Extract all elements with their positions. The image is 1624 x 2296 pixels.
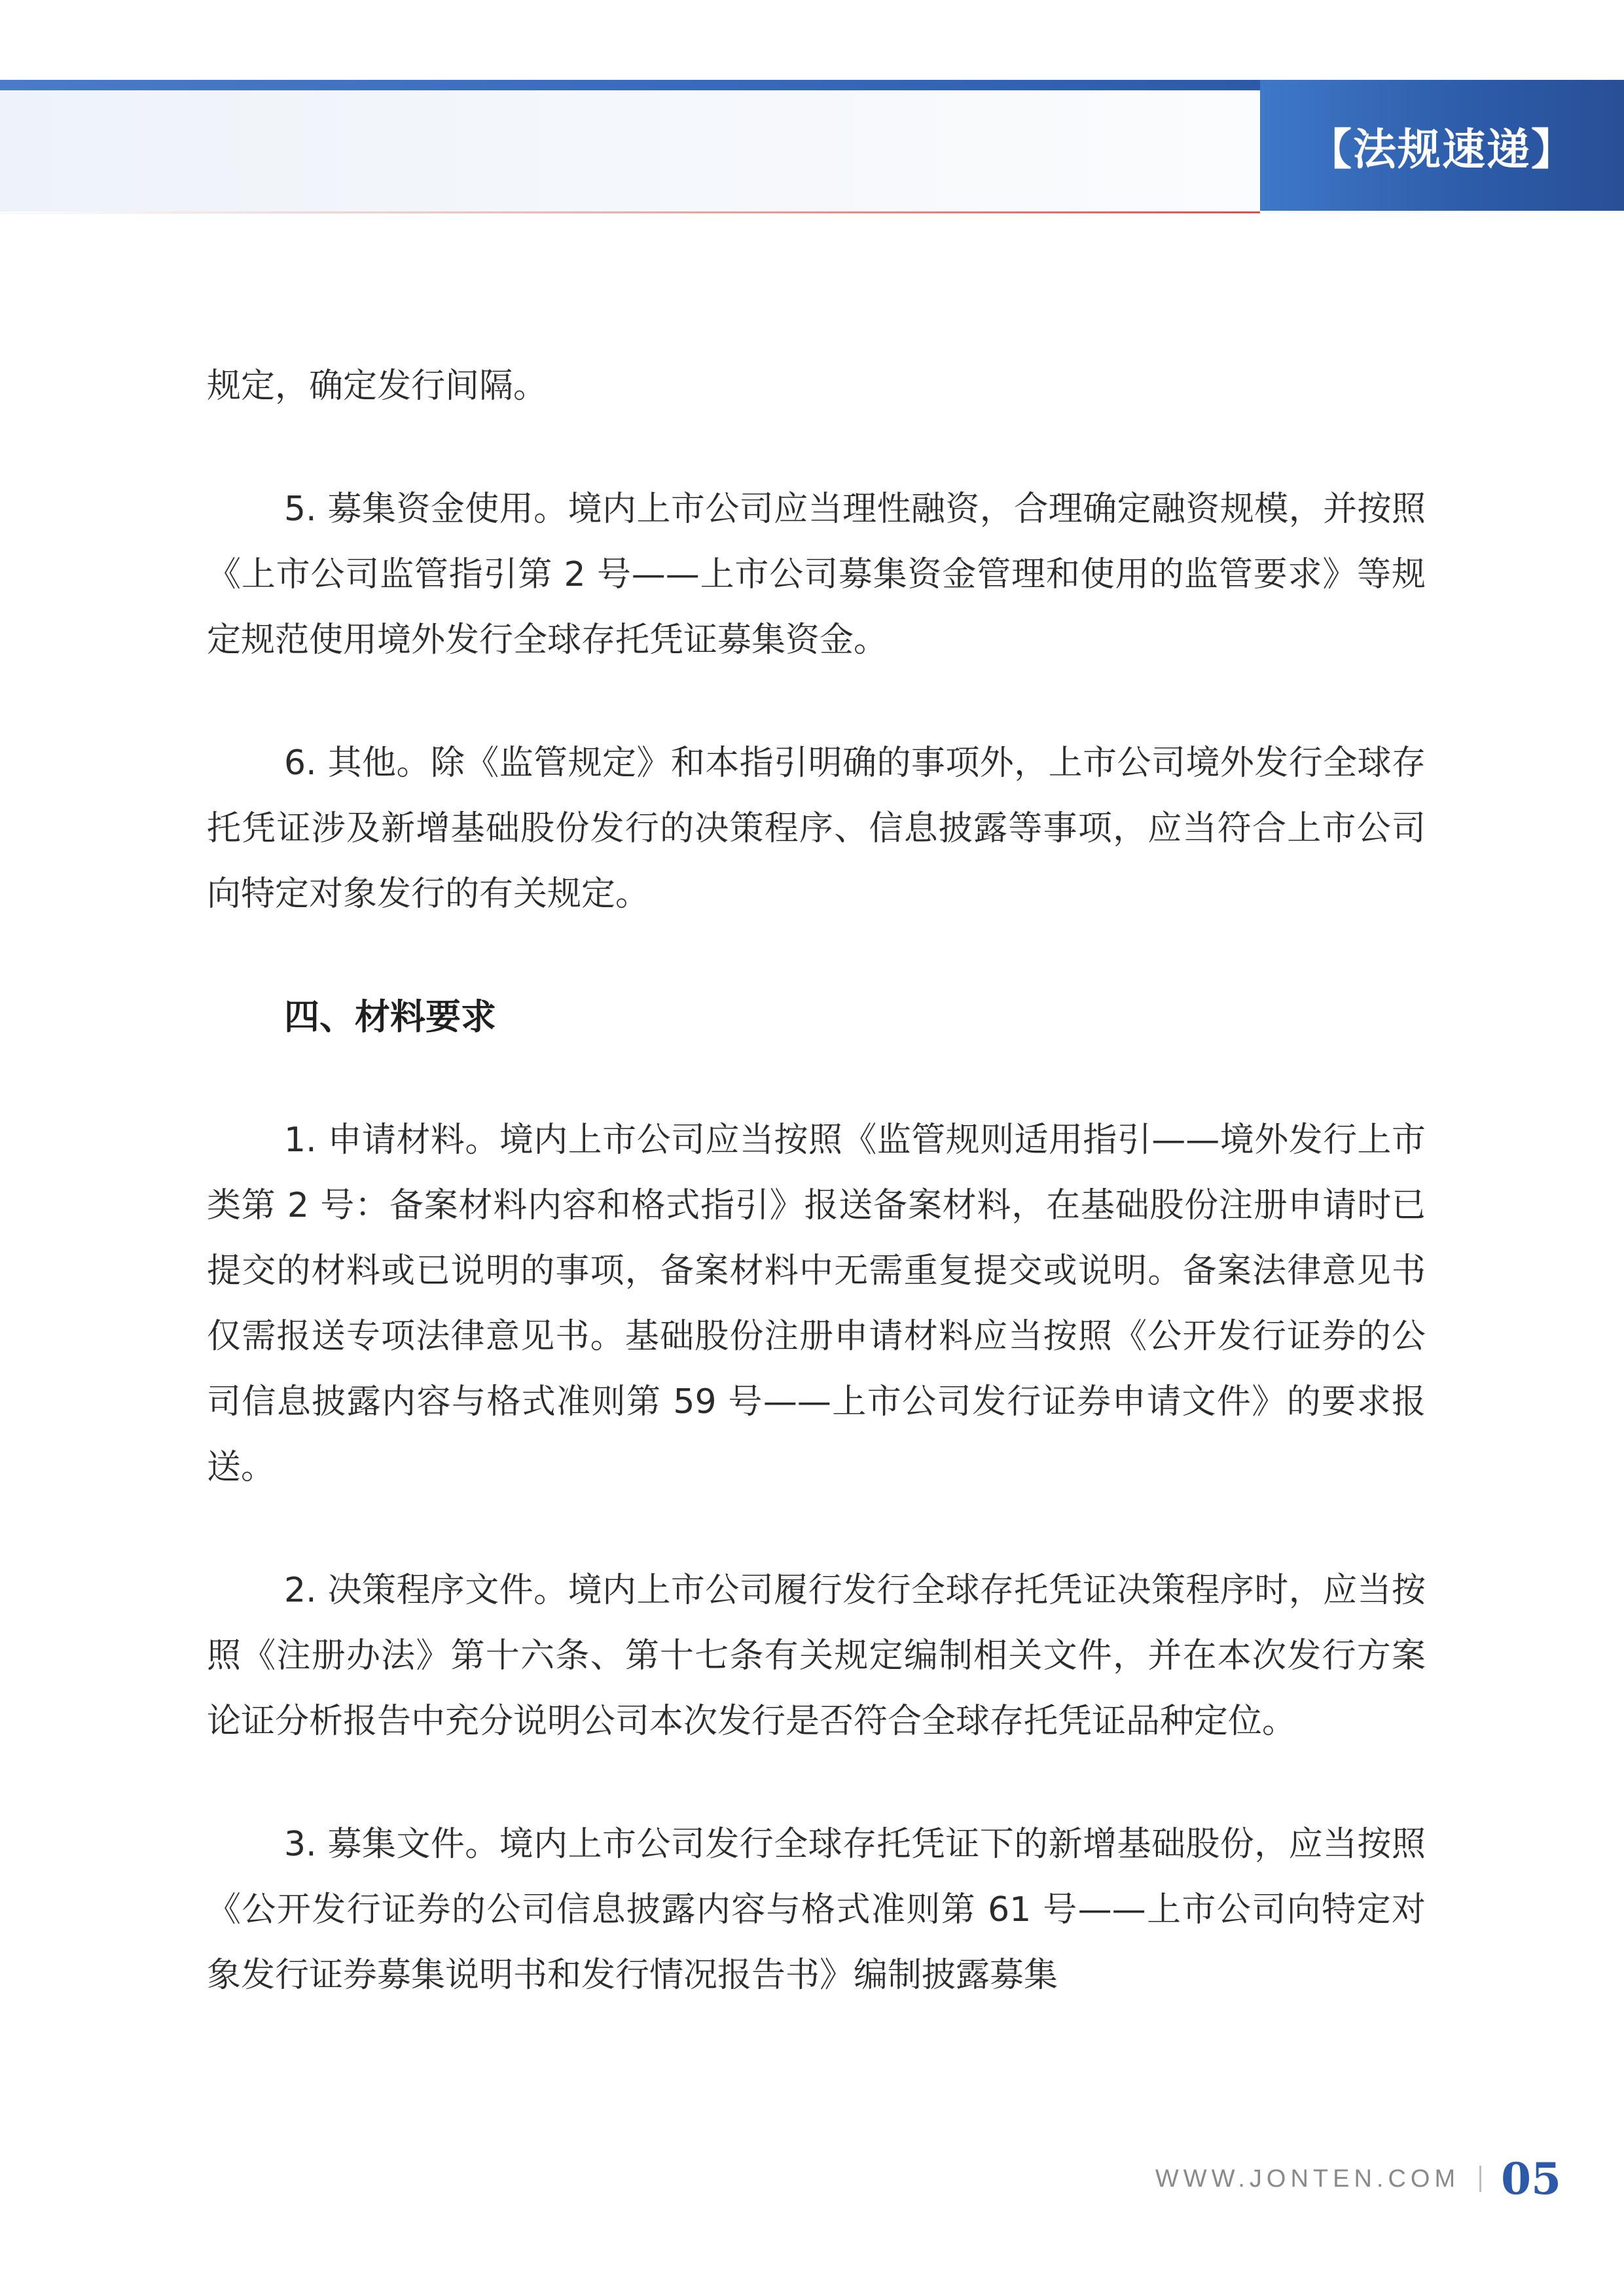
footer-divider: [1479, 2166, 1481, 2192]
section-heading: 四、材料要求: [284, 996, 496, 1037]
paragraph-item-3: 3. 募集文件。境内上市公司发行全球存托凭证下的新增基础股份，应当按照《公开发行证券的公司信息披露内容与格式准则第 61 号——上市公司向特定对象发行证券募集说明书和发行情况报告书》编制披露募集: [207, 1825, 1426, 1995]
document-body: [207, 353, 1426, 2008]
section-tab: [1260, 80, 1624, 211]
header-divider-line: [0, 211, 1260, 213]
paragraph-item-2: 2. 决策程序文件。境内上市公司履行发行全球存托凭证决策程序时，应当按照《注册办法》第十六条、第十七条有关规定编制相关文件，并在本次发行方案论证分析报告中充分说明公司本次发行是否符合全球存托凭证品种定位。: [207, 1571, 1426, 1741]
page-footer: [1155, 2149, 1561, 2208]
paragraph-item-6: 6. 其他。除《监管规定》和本指引明确的事项外，上市公司境外发行全球存托凭证涉及新增基础股份发行的决策程序、信息披露等事项，应当符合上市公司向特定对象发行的有关规定。: [207, 744, 1426, 914]
paragraph-item-1: 1. 申请材料。境内上市公司应当按照《监管规则适用指引——境外发行上市类第 2 号：备案材料内容和格式指引》报送备案材料，在基础股份注册申请时已提交的材料或已说明的事项，备案材料中无需重复提交或说明。备案法律意见书仅需报送专项法律意见书。基础股份注册申请材料应当按照《公开发行证券的公司信息披露内容与格式准则第 59 号——上市公司发行证券申请文件》的要求报送。: [207, 1121, 1426, 1487]
website-link[interactable]: WWW.JONTEN.COM: [1155, 2164, 1460, 2193]
paragraph-item-5: 5. 募集资金使用。境内上市公司应当理性融资，合理确定融资规模，并按照《上市公司监管指引第 2 号——上市公司募集资金管理和使用的监管要求》等规定规范使用境外发行全球存托凭证募集资金。: [207, 490, 1426, 660]
page-number: 05: [1501, 2153, 1561, 2204]
paragraph-continuation: 规定，确定发行间隔。: [207, 367, 548, 406]
header-accent-line: [0, 80, 1260, 90]
section-tab-label: 【法规速递】: [1308, 123, 1576, 175]
